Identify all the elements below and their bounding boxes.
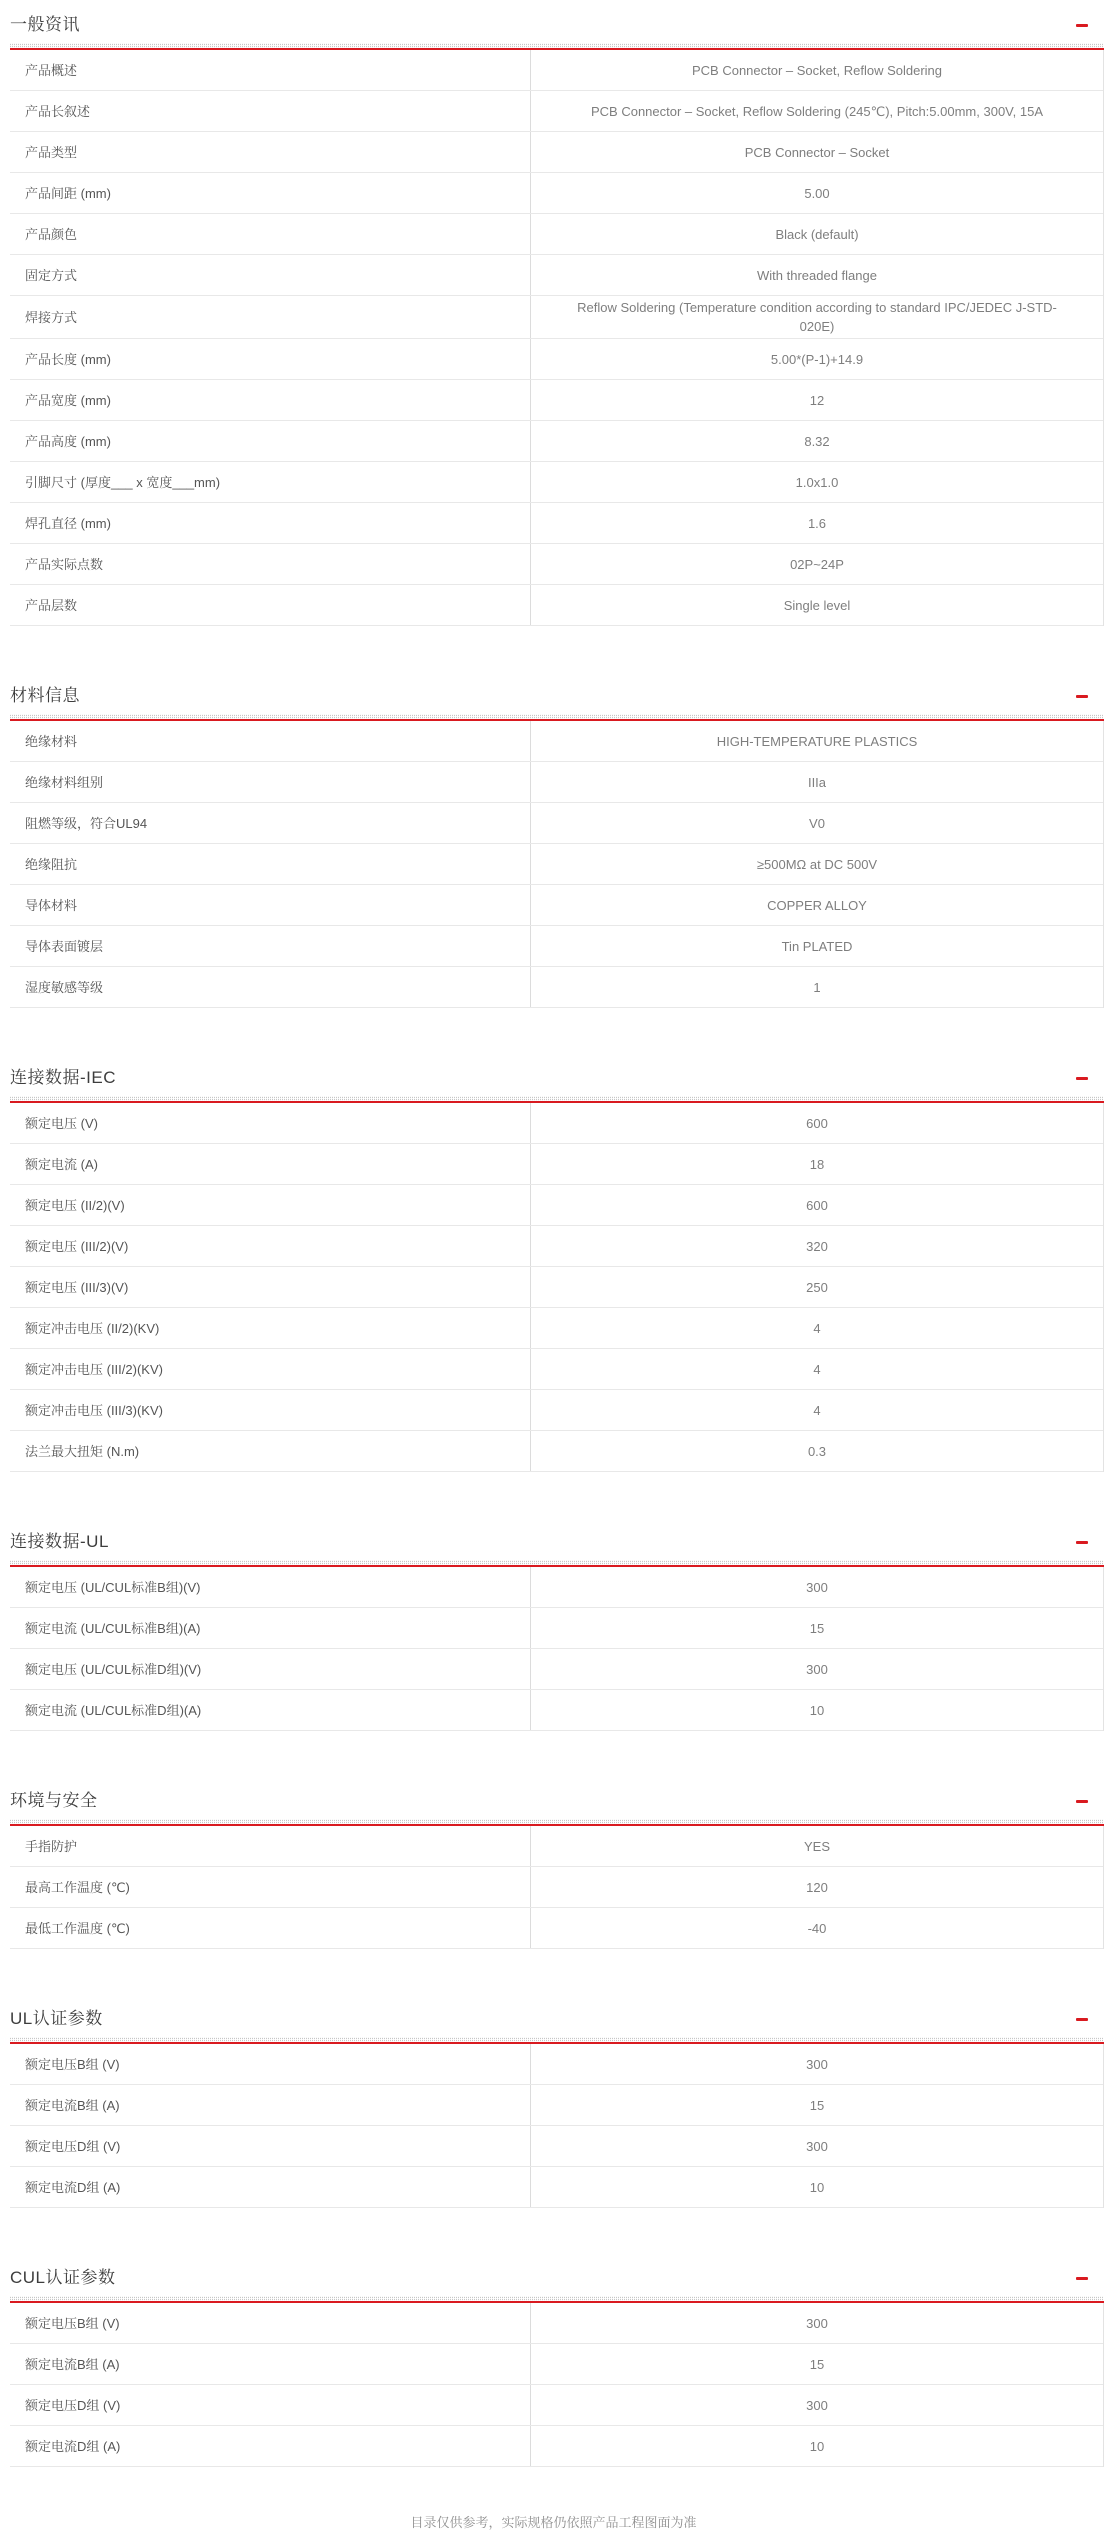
section-title: UL认证参数 <box>10 2009 103 2028</box>
row-value: 320 <box>806 1238 828 1254</box>
row-label: 固定方式 <box>10 255 531 295</box>
row-value: 15 <box>809 2097 825 2113</box>
spec-row <box>10 1608 1103 1649</box>
section-rule <box>10 1819 1104 1826</box>
row-value: 600 <box>806 1115 828 1131</box>
row-value: Single level <box>783 597 851 613</box>
row-label: 额定电压 (UL/CUL标准D组)(V) <box>10 1649 531 1689</box>
spec-row <box>10 585 1103 626</box>
spec-row <box>10 1308 1103 1349</box>
row-label: 法兰最大扭矩 (N.m) <box>10 1431 531 1471</box>
row-value: 1 <box>813 979 821 995</box>
row-value: 18 <box>809 1156 825 1172</box>
row-label: 额定电压D组 (V) <box>10 2385 531 2425</box>
row-value: 4 <box>813 1361 821 1377</box>
row-label: 额定冲击电压 (II/2)(KV) <box>10 1308 531 1348</box>
spec-section <box>0 1776 1107 1949</box>
row-value: 4 <box>813 1402 821 1418</box>
spec-row <box>10 173 1103 214</box>
row-label: 额定电压 (III/3)(V) <box>10 1267 531 1307</box>
row-value: -40 <box>807 1920 827 1936</box>
spec-row <box>10 2126 1103 2167</box>
spec-row <box>10 2085 1103 2126</box>
spec-row <box>10 2426 1103 2467</box>
spec-row <box>10 296 1103 339</box>
row-label: 额定电流B组 (A) <box>10 2085 531 2125</box>
row-label: 湿度敏感等级 <box>10 967 531 1007</box>
collapse-minus-icon[interactable] <box>1076 1077 1088 1080</box>
spec-row <box>10 91 1103 132</box>
row-value: 300 <box>806 2056 828 2072</box>
spec-section <box>0 1994 1107 2208</box>
row-value: V0 <box>809 815 825 831</box>
row-value: Reflow Soldering (Temperature condition according to standard IPC/JEDEC J-STD-020E) <box>577 300 1057 334</box>
row-value: PCB Connector – Socket, Reflow Soldering (245℃), Pitch:5.00mm, 300V, 15A <box>590 103 1044 119</box>
spec-row <box>10 1390 1103 1431</box>
spec-row <box>10 1267 1103 1308</box>
spec-row <box>10 1349 1103 1390</box>
row-label: 产品长度 (mm) <box>10 339 531 379</box>
row-value: PCB Connector – Socket <box>744 144 890 160</box>
row-label: 焊接方式 <box>10 296 531 338</box>
section-header[interactable] <box>10 1517 1104 1560</box>
spec-section <box>0 2253 1107 2467</box>
section-rows <box>10 50 1104 626</box>
row-label: 导体表面镀层 <box>10 926 531 966</box>
spec-row <box>10 1567 1103 1608</box>
row-value: 300 <box>806 2315 828 2331</box>
row-value: 0.3 <box>807 1443 827 1459</box>
section-title: 材料信息 <box>10 686 80 705</box>
row-label: 手指防护 <box>10 1826 531 1866</box>
collapse-minus-icon[interactable] <box>1076 1541 1088 1544</box>
row-label: 最低工作温度 (℃) <box>10 1908 531 1948</box>
spec-row <box>10 421 1103 462</box>
row-label: 绝缘材料组别 <box>10 762 531 802</box>
row-value: 1.0x1.0 <box>795 474 839 490</box>
row-value: 10 <box>809 2179 825 2195</box>
row-label: 额定电压 (V) <box>10 1103 531 1143</box>
row-label: 产品层数 <box>10 585 531 625</box>
row-value: IIIa <box>807 774 827 790</box>
row-label: 额定电流D组 (A) <box>10 2426 531 2466</box>
row-label: 额定电流D组 (A) <box>10 2167 531 2207</box>
row-value: 10 <box>809 2438 825 2454</box>
row-label: 额定冲击电压 (III/2)(KV) <box>10 1349 531 1389</box>
collapse-minus-icon[interactable] <box>1076 2018 1088 2021</box>
row-value: 10 <box>809 1702 825 1718</box>
spec-row <box>10 2385 1103 2426</box>
spec-row <box>10 1826 1103 1867</box>
section-title: CUL认证参数 <box>10 2268 116 2287</box>
row-label: 产品长叙述 <box>10 91 531 131</box>
section-rule <box>10 2296 1104 2303</box>
section-rule <box>10 1096 1104 1103</box>
spec-row <box>10 1103 1103 1144</box>
section-rows <box>10 721 1104 1008</box>
spec-row <box>10 1431 1103 1472</box>
row-value: 4 <box>813 1320 821 1336</box>
section-rule <box>10 43 1104 50</box>
row-value: 600 <box>806 1197 828 1213</box>
row-value: 300 <box>806 1579 828 1595</box>
row-label: 最高工作温度 (℃) <box>10 1867 531 1907</box>
spec-row <box>10 544 1103 585</box>
row-label: 额定电流 (UL/CUL标准B组)(A) <box>10 1608 531 1648</box>
spec-row <box>10 1185 1103 1226</box>
spec-row <box>10 721 1103 762</box>
row-label: 焊孔直径 (mm) <box>10 503 531 543</box>
spec-row <box>10 762 1103 803</box>
row-label: 引脚尺寸 (厚度___ x 宽度___mm) <box>10 462 531 502</box>
section-rows <box>10 2044 1104 2208</box>
row-value: 300 <box>806 1661 828 1677</box>
row-value: YES <box>803 1838 830 1854</box>
row-label: 额定电压D组 (V) <box>10 2126 531 2166</box>
row-value: 300 <box>806 2138 828 2154</box>
row-value: 02P~24P <box>790 556 844 572</box>
row-value: 8.32 <box>804 433 830 449</box>
collapse-minus-icon[interactable] <box>1076 24 1088 27</box>
section-title: 环境与安全 <box>10 1791 98 1810</box>
section-header[interactable] <box>10 671 1104 714</box>
spec-section <box>0 671 1107 1008</box>
spec-row <box>10 1226 1103 1267</box>
spec-row <box>10 2044 1103 2085</box>
row-value: 250 <box>806 1279 828 1295</box>
row-label: 额定电流 (UL/CUL标准D组)(A) <box>10 1690 531 1730</box>
spec-row <box>10 462 1103 503</box>
section-header[interactable] <box>10 0 1104 43</box>
spec-row <box>10 380 1103 421</box>
section-title: 一般资讯 <box>10 15 80 34</box>
row-value: 15 <box>809 1620 825 1636</box>
row-value: 12 <box>809 392 825 408</box>
row-value: COPPER ALLOY <box>767 897 867 913</box>
spec-row <box>10 2167 1103 2208</box>
spec-row <box>10 503 1103 544</box>
row-value: 5.00*(P-1)+14.9 <box>770 351 864 367</box>
section-rule <box>10 2037 1104 2044</box>
row-label: 产品间距 (mm) <box>10 173 531 213</box>
spec-row <box>10 885 1103 926</box>
section-header[interactable] <box>10 1994 1104 2037</box>
spec-row <box>10 2344 1103 2385</box>
section-header[interactable] <box>10 1053 1104 1096</box>
section-rule <box>10 1560 1104 1567</box>
row-label: 阻燃等级，符合UL94 <box>10 803 531 843</box>
row-label: 产品高度 (mm) <box>10 421 531 461</box>
row-label: 产品宽度 (mm) <box>10 380 531 420</box>
spec-row <box>10 803 1103 844</box>
row-label: 额定冲击电压 (III/3)(KV) <box>10 1390 531 1430</box>
spec-row <box>10 2303 1103 2344</box>
section-rows <box>10 1826 1104 1949</box>
row-value: 120 <box>806 1879 828 1895</box>
spec-row <box>10 132 1103 173</box>
row-value: Tin PLATED <box>781 938 853 954</box>
row-value: 5.00 <box>804 185 830 201</box>
row-label: 额定电压 (II/2)(V) <box>10 1185 531 1225</box>
section-rows <box>10 1567 1104 1731</box>
spec-row <box>10 1867 1103 1908</box>
row-value: HIGH-TEMPERATURE PLASTICS <box>716 733 918 749</box>
section-title: 连接数据-UL <box>10 1532 109 1551</box>
spec-section <box>0 1517 1107 1731</box>
row-value: 1.6 <box>807 515 827 531</box>
spec-row <box>10 255 1103 296</box>
row-label: 产品颜色 <box>10 214 531 254</box>
row-label: 产品类型 <box>10 132 531 172</box>
row-label: 导体材料 <box>10 885 531 925</box>
collapse-minus-icon[interactable] <box>1076 2277 1088 2280</box>
spec-row <box>10 844 1103 885</box>
spec-row <box>10 339 1103 380</box>
row-label: 额定电压 (UL/CUL标准B组)(V) <box>10 1567 531 1607</box>
row-value: ≥500MΩ at DC 500V <box>756 856 878 872</box>
row-label: 额定电压 (III/2)(V) <box>10 1226 531 1266</box>
section-rule <box>10 714 1104 721</box>
collapse-minus-icon[interactable] <box>1076 1800 1088 1803</box>
spec-row <box>10 1144 1103 1185</box>
spec-row <box>10 50 1103 91</box>
row-value: 300 <box>806 2397 828 2413</box>
row-label: 额定电压B组 (V) <box>10 2044 531 2084</box>
row-label: 绝缘材料 <box>10 721 531 761</box>
row-label: 额定电压B组 (V) <box>10 2303 531 2343</box>
section-title: 连接数据-IEC <box>10 1068 116 1087</box>
spec-row <box>10 967 1103 1008</box>
row-label: 额定电流 (A) <box>10 1144 531 1184</box>
spec-row <box>10 1649 1103 1690</box>
section-header[interactable] <box>10 1776 1104 1819</box>
spec-row <box>10 214 1103 255</box>
row-value: With threaded flange <box>757 267 877 283</box>
section-rows <box>10 1103 1104 1472</box>
row-label: 额定电流B组 (A) <box>10 2344 531 2384</box>
row-value: Black (default) <box>775 226 859 242</box>
spec-row <box>10 1690 1103 1731</box>
row-label: 绝缘阻抗 <box>10 844 531 884</box>
spec-section <box>0 1053 1107 1472</box>
section-header[interactable] <box>10 2253 1104 2296</box>
spec-section <box>0 0 1107 626</box>
row-value: 15 <box>809 2356 825 2372</box>
row-label: 产品实际点数 <box>10 544 531 584</box>
footer-disclaimer: 目录仅供参考，实际规格仍依照产品工程图面为准 <box>410 2515 697 2530</box>
section-rows <box>10 2303 1104 2467</box>
spec-row <box>10 1908 1103 1949</box>
collapse-minus-icon[interactable] <box>1076 695 1088 698</box>
spec-row <box>10 926 1103 967</box>
row-label: 产品概述 <box>10 50 531 90</box>
row-value: PCB Connector – Socket, Reflow Soldering <box>691 62 942 78</box>
